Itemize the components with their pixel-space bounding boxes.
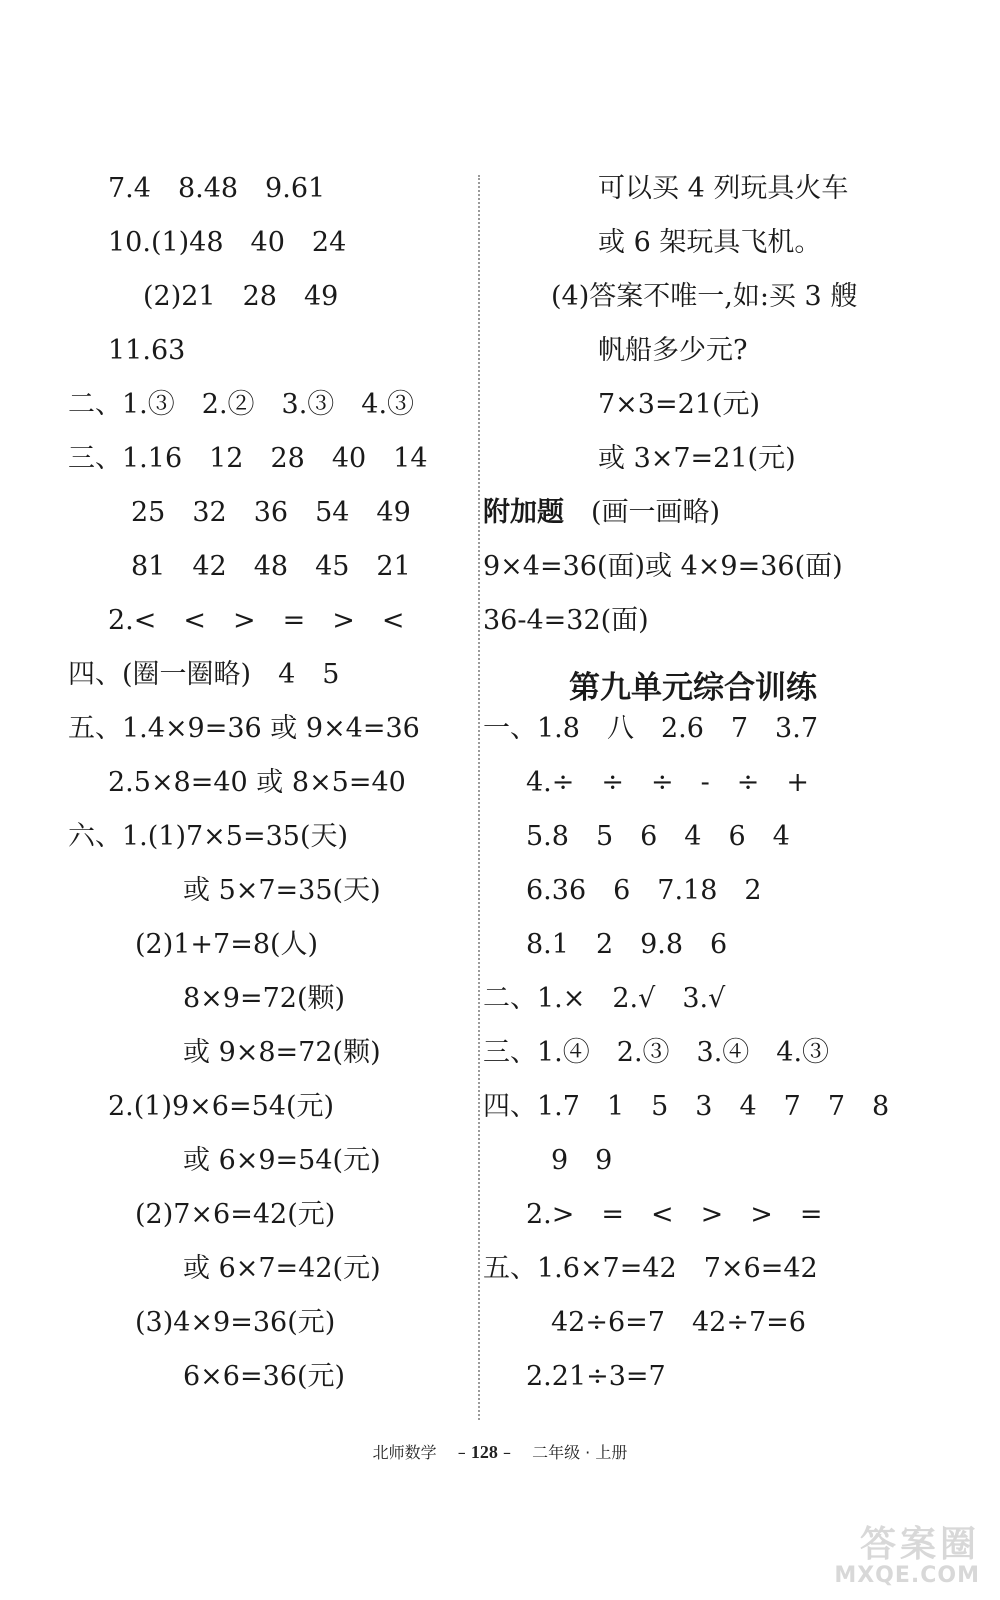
footer-grade: 二年级 · 上册: [532, 1443, 628, 1462]
answer-line: [131, 550, 411, 584]
answer-line: [108, 334, 185, 368]
answer-text: 4.÷ ÷ ÷ - ÷ +: [526, 767, 809, 798]
answer-line: [551, 280, 857, 314]
answer-text: 或 6 架玩具飞机。: [598, 227, 822, 258]
answer-line: [526, 820, 790, 854]
answer-line: [68, 388, 414, 422]
answer-line: [526, 1360, 666, 1394]
answer-line: [483, 496, 720, 530]
answer-text: 6.36 6 7.18 2: [526, 875, 762, 906]
answer-line: [68, 658, 339, 692]
answer-line: [598, 442, 796, 476]
answer-line: [135, 1198, 335, 1232]
watermark-text: 答案圈: [859, 1524, 980, 1565]
answer-line: [526, 928, 727, 962]
answer-text: 6×6=36(元): [183, 1361, 346, 1392]
answer-text: 2.(1)9×6=54(元): [108, 1091, 335, 1122]
answer-text: 2.5×8=40 或 8×5=40: [108, 767, 406, 798]
answer-line: [135, 928, 318, 962]
answer-text: 5.8 5 6 4 6 4: [526, 821, 790, 852]
answer-line: [108, 766, 406, 800]
answer-line: [551, 1306, 806, 1340]
answer-text: 三、1.④ 2.③ 3.④ 4.③: [483, 1037, 830, 1068]
answer-line: [183, 874, 381, 908]
answer-text: (3)4×9=36(元): [135, 1307, 336, 1338]
answer-text: 四、(圈一圈略) 4 5: [68, 659, 340, 690]
answer-line: [483, 712, 818, 746]
answer-line: [483, 1090, 889, 1124]
footer-subject: 北师数学: [372, 1443, 437, 1462]
answer-line: [483, 1036, 829, 1070]
answer-text: 帆船多少元?: [598, 335, 748, 366]
answer-line: [526, 874, 762, 908]
answer-line: [108, 1090, 334, 1124]
answer-line: [598, 388, 760, 422]
answer-line: [526, 1198, 823, 1232]
answer-text: 一、1.8 八 2.6 7 3.7: [483, 713, 818, 744]
answer-line: [183, 1360, 345, 1394]
answer-line: [551, 1144, 612, 1178]
answer-text: 或 3×7=21(元): [598, 443, 796, 474]
answer-text: 或 6×9=54(元): [183, 1145, 381, 1176]
answer-text: 9 9: [551, 1145, 613, 1176]
page-footer: [0, 1440, 1000, 1463]
answer-text: 2.> = < > > =: [526, 1199, 823, 1230]
answer-text: (2)7×6=42(元): [135, 1199, 336, 1230]
answer-line: [108, 172, 325, 206]
answer-text: 8.1 2 9.8 6: [526, 929, 728, 960]
answer-line: [108, 604, 405, 638]
answer-text: 7.4 8.48 9.61: [108, 173, 326, 204]
answer-text: (4)答案不唯一,如:买 3 艘: [551, 281, 858, 312]
answer-line: [183, 1144, 381, 1178]
answer-line: [68, 712, 420, 746]
answer-line: [483, 1252, 818, 1286]
spacer: [564, 497, 591, 528]
answer-text: 42÷6=7 42÷7=6: [551, 1307, 806, 1338]
answer-line: [68, 820, 348, 854]
answer-line: [108, 226, 346, 260]
section-heading: 第九单元综合训练: [569, 670, 817, 706]
answer-line: [135, 1306, 335, 1340]
answer-line: [598, 172, 848, 206]
answer-text: 可以买 4 列玩具火车: [598, 173, 849, 204]
answer-text: 2.< < > = > <: [108, 605, 405, 636]
answer-text: 或 5×7=35(天): [183, 875, 381, 906]
answer-text: 五、1.4×9=36 或 9×4=36: [68, 713, 420, 744]
answer-line: [598, 334, 747, 368]
footer-dash: –: [441, 1443, 466, 1462]
footer-dash: –: [502, 1443, 527, 1462]
answer-text: 8×9=72(颗): [183, 983, 346, 1014]
answer-line: [183, 982, 345, 1016]
answer-text: 7×3=21(元): [598, 389, 761, 420]
watermark-url: MXQE.COM: [834, 1563, 980, 1588]
answer-text: 或 9×8=72(颗): [183, 1037, 381, 1068]
answer-text: 11.63: [108, 335, 186, 366]
answer-line: [483, 982, 725, 1016]
answer-line: [526, 766, 809, 800]
answer-line: [143, 280, 338, 314]
answer-text: 或 6×7=42(元): [183, 1253, 381, 1284]
answer-text: 六、1.(1)7×5=35(天): [68, 821, 349, 852]
answer-text: 10.(1)48 40 24: [108, 227, 347, 258]
answer-text: (画一画略): [591, 497, 721, 528]
answer-line: [483, 604, 649, 638]
answer-text: 五、1.6×7=42 7×6=42: [483, 1253, 818, 1284]
page-number: 128: [470, 1442, 498, 1462]
column-divider: [478, 175, 480, 1420]
answer-text: (2)1+7=8(人): [135, 929, 319, 960]
answer-line: [68, 442, 428, 476]
answer-line: [183, 1036, 381, 1070]
bonus-title: 附加题: [483, 497, 564, 528]
watermark: [790, 1516, 980, 1588]
answer-line: [131, 496, 411, 530]
answer-text: 2.21÷3=7: [526, 1361, 666, 1392]
answer-line: [483, 550, 843, 584]
answer-text: 36-4=32(面): [483, 605, 649, 636]
answer-text: 三、1.16 12 28 40 14: [68, 443, 428, 474]
answer-text: (2)21 28 49: [143, 281, 339, 312]
answer-text: 二、1.× 2.√ 3.√: [483, 983, 726, 1014]
answer-text: 25 32 36 54 49: [131, 497, 411, 528]
answer-line: [183, 1252, 381, 1286]
answer-text: 四、1.7 1 5 3 4 7 7 8: [483, 1091, 890, 1122]
answer-text: 81 42 48 45 21: [131, 551, 411, 582]
answer-text: 9×4=36(面)或 4×9=36(面): [483, 551, 843, 582]
answer-text: 二、1.③ 2.② 3.③ 4.③: [68, 389, 415, 420]
answer-line: [598, 226, 821, 260]
